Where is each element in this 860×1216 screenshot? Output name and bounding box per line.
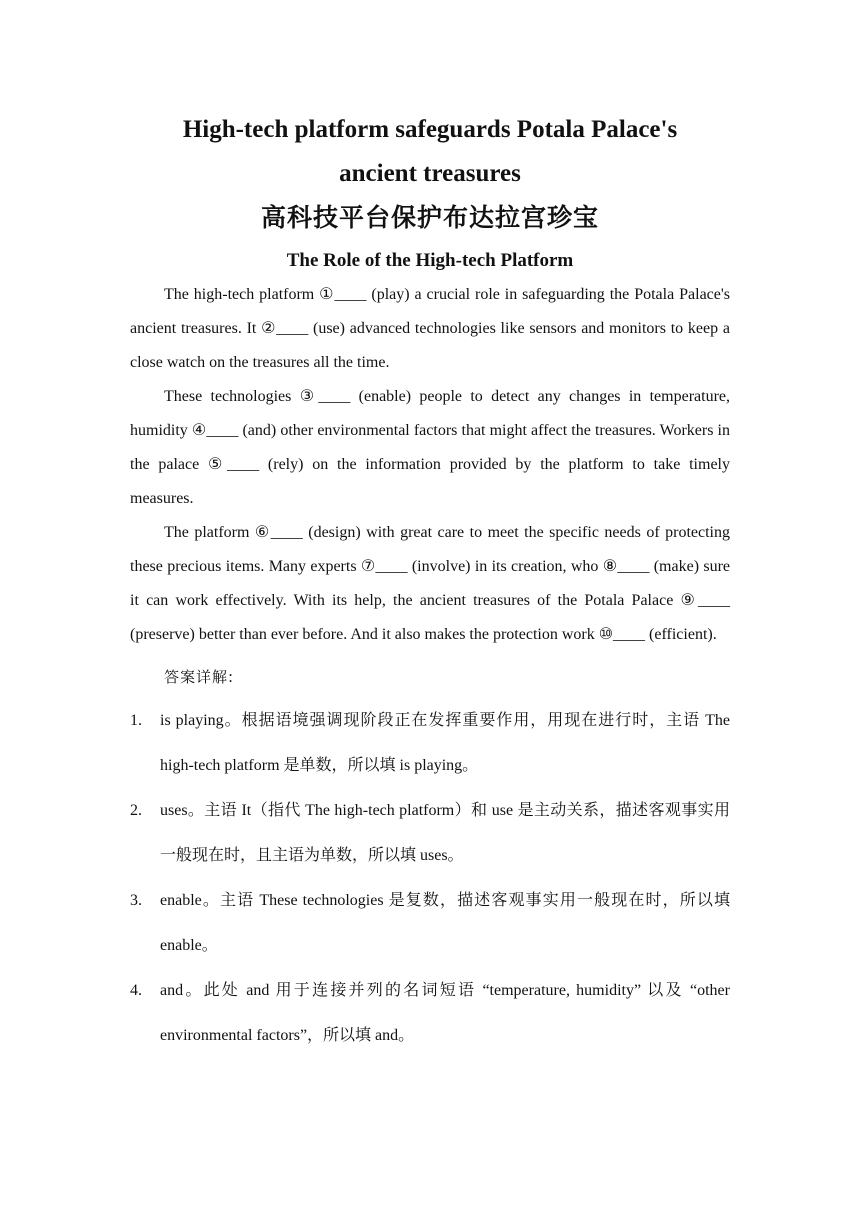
answer-text: is playing。根据语境强调现阶段正在发挥重要作用，用现在进行时，主语 The high-tech platform 是单数，所以填 is playing。 [160,712,730,774]
section-subtitle: The Role of the High-tech Platform [286,250,574,271]
answer-item [130,788,730,878]
document-page [130,108,730,1058]
document-title-line-1: High-tech platform safeguards Potala Palace's [182,116,678,143]
answer-number: 4. [130,982,142,999]
answer-item [130,878,730,968]
answers-heading: 答案详解: [164,668,235,686]
paragraph-1: The high-tech platform ①____ (play) a crucial role in safeguarding the Potala Palace's ancient treasures. It ②____ (use) advanced technologies like sensors and monitors to keep a close watch on the treasures all the time. [130,286,730,371]
answer-list [130,698,730,1058]
answer-number: 1. [130,712,142,729]
answer-item [130,698,730,788]
document-title-chinese: 高科技平台保护布达拉宫珍宝 [260,203,599,232]
answer-number: 2. [130,802,142,819]
answer-item [130,968,730,1058]
paragraph-3: The platform ⑥____ (design) with great care to meet the specific needs of protecting these precious items. Many experts ⑦____ (involve) in its creation, who ⑧____ (make) sure it can work effectively. With its help, the ancient treasures of the Potala Palace ⑨____ (preserve) better than ever before. And it also makes the protection work ⑩____ (efficient). [130,524,730,643]
paragraph-2: These technologies ③____ (enable) people to detect any changes in temperature, humidity ④____ (and) other environmental factors that might affect the treasures. Workers in the palace ⑤____ (rely) on the information provided by the platform to take timely measures. [130,388,730,507]
answer-number: 3. [130,892,142,909]
document-title-line-2: ancient treasures [339,160,521,187]
answer-text: uses。主语 It（指代 The high-tech platform）和 use 是主动关系，描述客观事实用一般现在时，且主语为单数，所以填 uses。 [160,802,730,864]
answer-text: and。此处 and 用于连接并列的名词短语 “temperature, humidity” 以及 “other environmental factors”，所以填 and。 [160,982,730,1044]
answer-text: enable。主语 These technologies 是复数，描述客观事实用一般现在时，所以填 enable。 [160,892,730,954]
